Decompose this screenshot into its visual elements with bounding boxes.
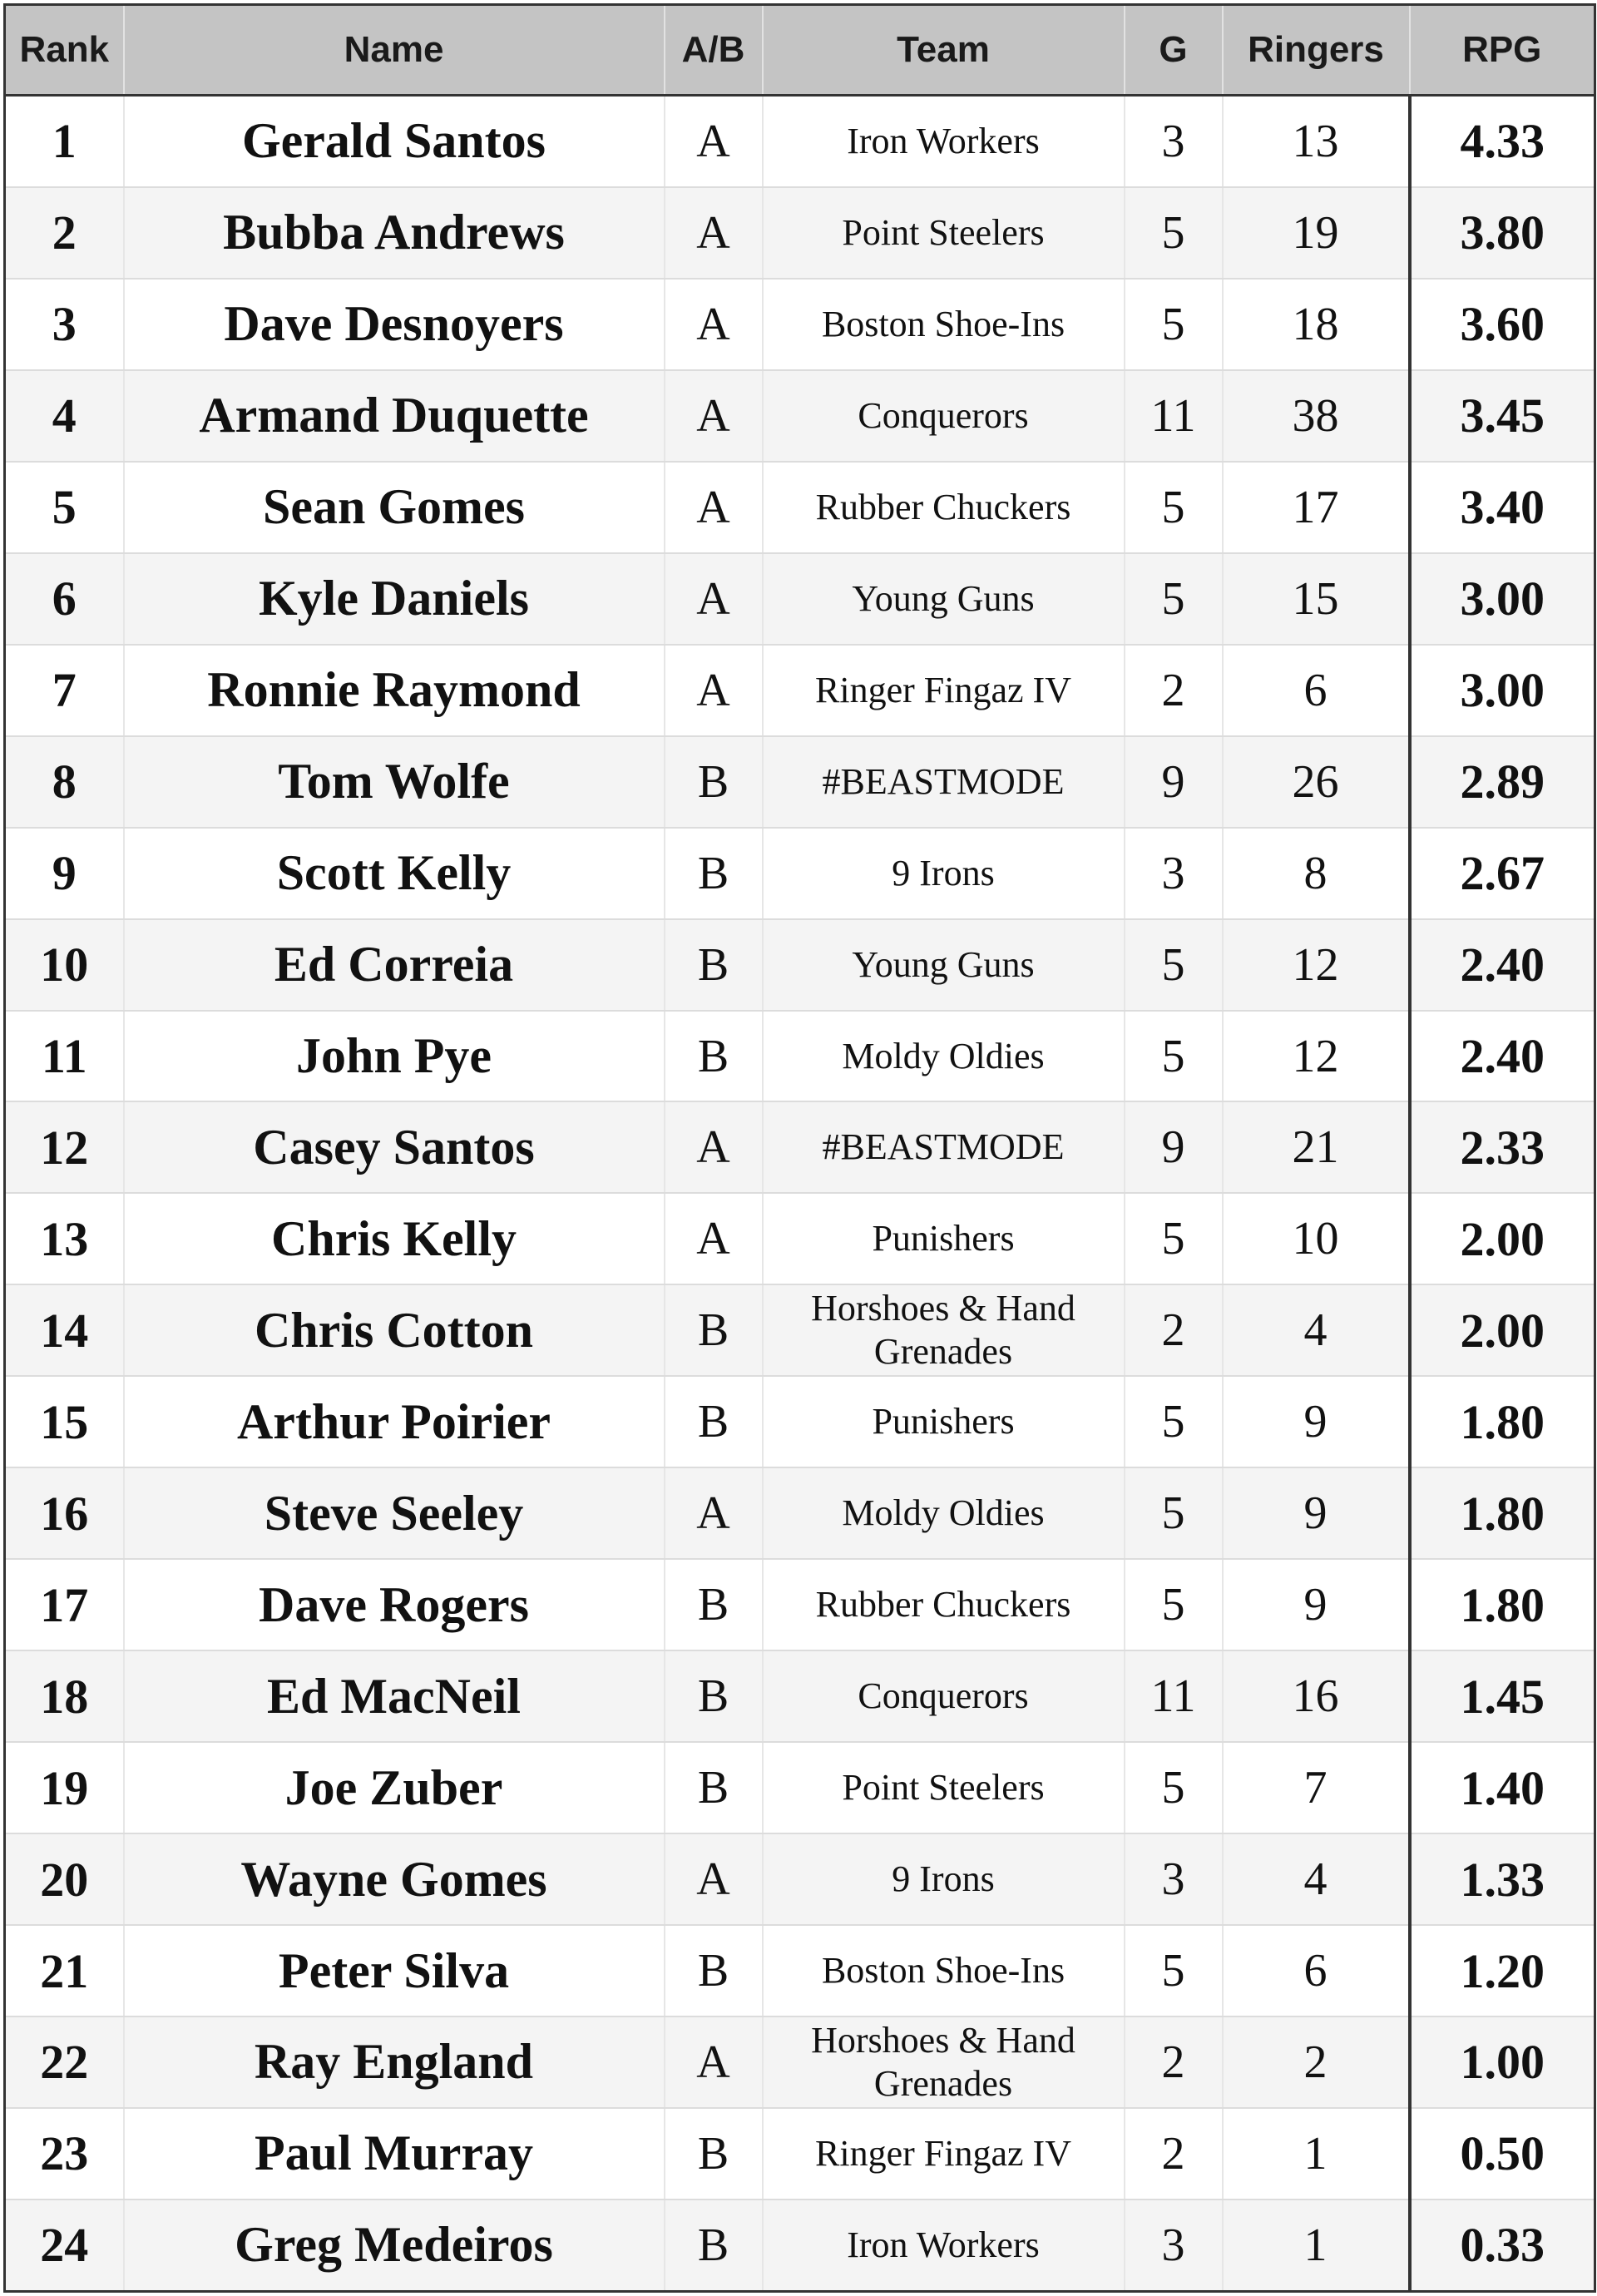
name-cell: Ed MacNeil [124, 1650, 665, 1742]
team-cell: #BEASTMODE [763, 1101, 1125, 1193]
name-cell: Paul Murray [124, 2108, 665, 2200]
name-cell: Armand Duquette [124, 370, 665, 462]
ringers-cell: 9 [1223, 1467, 1410, 1559]
name-cell: Kyle Daniels [124, 553, 665, 645]
table-row [5, 1011, 1595, 1102]
header-row [5, 5, 1595, 96]
rpg-cell: 1.20 [1410, 1925, 1595, 2016]
table-row [5, 1467, 1595, 1559]
ab-cell: A [665, 1193, 763, 1284]
table-body [5, 96, 1595, 2292]
rank-cell: 5 [5, 462, 124, 553]
ringers-cell: 12 [1223, 1011, 1410, 1102]
ringers-cell: 6 [1223, 1925, 1410, 2016]
ab-cell: A [665, 1833, 763, 1925]
ringers-cell: 38 [1223, 370, 1410, 462]
name-cell: Peter Silva [124, 1925, 665, 2016]
name-cell: Casey Santos [124, 1101, 665, 1193]
ringers-cell: 26 [1223, 736, 1410, 828]
rank-cell: 11 [5, 1011, 124, 1102]
rank-cell: 1 [5, 96, 124, 187]
table-row [5, 2108, 1595, 2200]
rpg-cell: 1.40 [1410, 1742, 1595, 1833]
ab-cell: B [665, 1559, 763, 1650]
ab-cell: A [665, 1101, 763, 1193]
ringers-cell: 17 [1223, 462, 1410, 553]
ab-cell: A [665, 2016, 763, 2108]
rank-cell: 12 [5, 1101, 124, 1193]
rpg-cell: 3.00 [1410, 645, 1595, 736]
team-cell: Iron Workers [763, 96, 1125, 187]
g-cell: 5 [1125, 919, 1223, 1011]
name-cell: Bubba Andrews [124, 187, 665, 279]
ringers-cell: 1 [1223, 2108, 1410, 2200]
table-row [5, 1833, 1595, 1925]
ab-cell: A [665, 645, 763, 736]
ringers-cell: 10 [1223, 1193, 1410, 1284]
g-cell: 11 [1125, 370, 1223, 462]
rank-cell: 9 [5, 828, 124, 919]
team-cell: Rubber Chuckers [763, 1559, 1125, 1650]
rank-cell: 15 [5, 1376, 124, 1467]
rpg-cell: 3.45 [1410, 370, 1595, 462]
ab-cell: B [665, 2200, 763, 2292]
rpg-cell: 3.80 [1410, 187, 1595, 279]
ab-cell: B [665, 1011, 763, 1102]
table-row [5, 1650, 1595, 1742]
g-cell: 5 [1125, 462, 1223, 553]
rpg-cell: 0.33 [1410, 2200, 1595, 2292]
rpg-cell: 2.40 [1410, 919, 1595, 1011]
name-cell: Tom Wolfe [124, 736, 665, 828]
ringers-cell: 12 [1223, 919, 1410, 1011]
rank-cell: 24 [5, 2200, 124, 2292]
table-row [5, 645, 1595, 736]
table-row [5, 553, 1595, 645]
ab-cell: A [665, 553, 763, 645]
name-cell: Chris Kelly [124, 1193, 665, 1284]
rank-cell: 4 [5, 370, 124, 462]
team-cell: Point Steelers [763, 187, 1125, 279]
g-cell: 5 [1125, 279, 1223, 370]
rank-cell: 16 [5, 1467, 124, 1559]
g-cell: 3 [1125, 1833, 1223, 1925]
team-cell: Ringer Fingaz IV [763, 2108, 1125, 2200]
table-row [5, 1559, 1595, 1650]
g-cell: 5 [1125, 1925, 1223, 2016]
rpg-cell: 1.33 [1410, 1833, 1595, 1925]
name-cell: Wayne Gomes [124, 1833, 665, 1925]
rank-cell: 18 [5, 1650, 124, 1742]
table-row [5, 1101, 1595, 1193]
ab-cell: A [665, 187, 763, 279]
ab-cell: A [665, 279, 763, 370]
column-header-rpg: RPG [1410, 5, 1595, 96]
ringers-cell: 19 [1223, 187, 1410, 279]
rank-cell: 8 [5, 736, 124, 828]
column-header-ringers: Ringers [1223, 5, 1410, 96]
team-cell: Young Guns [763, 553, 1125, 645]
ringers-cell: 9 [1223, 1559, 1410, 1650]
rpg-cell: 2.40 [1410, 1011, 1595, 1102]
ab-cell: A [665, 370, 763, 462]
team-cell: Young Guns [763, 919, 1125, 1011]
g-cell: 2 [1125, 2016, 1223, 2108]
name-cell: Chris Cotton [124, 1284, 665, 1376]
ringers-cell: 1 [1223, 2200, 1410, 2292]
ringers-cell: 13 [1223, 96, 1410, 187]
team-cell: Boston Shoe-Ins [763, 1925, 1125, 2016]
g-cell: 5 [1125, 1467, 1223, 1559]
rank-cell: 7 [5, 645, 124, 736]
column-header-team: Team [763, 5, 1125, 96]
g-cell: 2 [1125, 2108, 1223, 2200]
rpg-cell: 3.40 [1410, 462, 1595, 553]
team-cell: Punishers [763, 1376, 1125, 1467]
name-cell: Greg Medeiros [124, 2200, 665, 2292]
ringers-cell: 16 [1223, 1650, 1410, 1742]
g-cell: 5 [1125, 1559, 1223, 1650]
g-cell: 9 [1125, 736, 1223, 828]
ringers-cell: 4 [1223, 1833, 1410, 1925]
table-row [5, 279, 1595, 370]
team-cell: Ringer Fingaz IV [763, 645, 1125, 736]
ringers-cell: 6 [1223, 645, 1410, 736]
column-header-rank: Rank [5, 5, 124, 96]
rpg-cell: 2.89 [1410, 736, 1595, 828]
rank-cell: 10 [5, 919, 124, 1011]
team-cell: Horshoes & Hand Grenades [763, 1284, 1125, 1376]
ab-cell: B [665, 1925, 763, 2016]
table-row [5, 1284, 1595, 1376]
g-cell: 2 [1125, 1284, 1223, 1376]
table-row [5, 1376, 1595, 1467]
g-cell: 2 [1125, 645, 1223, 736]
name-cell: John Pye [124, 1011, 665, 1102]
name-cell: Gerald Santos [124, 96, 665, 187]
table-row [5, 828, 1595, 919]
ringers-cell: 7 [1223, 1742, 1410, 1833]
table-row [5, 96, 1595, 187]
ab-cell: A [665, 96, 763, 187]
column-header-g: G [1125, 5, 1223, 96]
rpg-cell: 1.80 [1410, 1559, 1595, 1650]
name-cell: Scott Kelly [124, 828, 665, 919]
column-header-ab: A/B [665, 5, 763, 96]
table-row [5, 2016, 1595, 2108]
ringers-cell: 21 [1223, 1101, 1410, 1193]
table-row [5, 187, 1595, 279]
rpg-cell: 2.67 [1410, 828, 1595, 919]
team-cell: Punishers [763, 1193, 1125, 1284]
table-row [5, 1925, 1595, 2016]
rpg-cell: 3.00 [1410, 553, 1595, 645]
rank-cell: 17 [5, 1559, 124, 1650]
table-row [5, 2200, 1595, 2292]
rank-cell: 13 [5, 1193, 124, 1284]
ab-cell: B [665, 828, 763, 919]
rpg-cell: 1.80 [1410, 1376, 1595, 1467]
ab-cell: B [665, 1650, 763, 1742]
ringers-cell: 15 [1223, 553, 1410, 645]
ringers-cell: 8 [1223, 828, 1410, 919]
team-cell: Horshoes & Hand Grenades [763, 2016, 1125, 2108]
team-cell: Moldy Oldies [763, 1011, 1125, 1102]
name-cell: Dave Desnoyers [124, 279, 665, 370]
g-cell: 5 [1125, 1376, 1223, 1467]
g-cell: 3 [1125, 96, 1223, 187]
ab-cell: B [665, 1376, 763, 1467]
ringers-cell: 4 [1223, 1284, 1410, 1376]
name-cell: Arthur Poirier [124, 1376, 665, 1467]
table-row [5, 1742, 1595, 1833]
team-cell: Iron Workers [763, 2200, 1125, 2292]
name-cell: Sean Gomes [124, 462, 665, 553]
g-cell: 5 [1125, 1011, 1223, 1102]
g-cell: 5 [1125, 1742, 1223, 1833]
standings-table [3, 3, 1596, 2293]
rpg-cell: 0.50 [1410, 2108, 1595, 2200]
name-cell: Steve Seeley [124, 1467, 665, 1559]
team-cell: Rubber Chuckers [763, 462, 1125, 553]
team-cell: Point Steelers [763, 1742, 1125, 1833]
rpg-cell: 2.00 [1410, 1284, 1595, 1376]
team-cell: #BEASTMODE [763, 736, 1125, 828]
ab-cell: B [665, 1284, 763, 1376]
table-row [5, 462, 1595, 553]
ringers-cell: 9 [1223, 1376, 1410, 1467]
g-cell: 5 [1125, 187, 1223, 279]
rpg-cell: 3.60 [1410, 279, 1595, 370]
team-cell: 9 Irons [763, 1833, 1125, 1925]
rpg-cell: 2.00 [1410, 1193, 1595, 1284]
ab-cell: B [665, 1742, 763, 1833]
ab-cell: B [665, 919, 763, 1011]
table-row [5, 736, 1595, 828]
ringers-cell: 2 [1223, 2016, 1410, 2108]
team-cell: Boston Shoe-Ins [763, 279, 1125, 370]
ab-cell: A [665, 1467, 763, 1559]
ab-cell: A [665, 462, 763, 553]
g-cell: 11 [1125, 1650, 1223, 1742]
team-cell: Conquerors [763, 370, 1125, 462]
rank-cell: 23 [5, 2108, 124, 2200]
ab-cell: B [665, 2108, 763, 2200]
g-cell: 3 [1125, 828, 1223, 919]
name-cell: Ray England [124, 2016, 665, 2108]
table-row [5, 919, 1595, 1011]
name-cell: Ed Correia [124, 919, 665, 1011]
name-cell: Joe Zuber [124, 1742, 665, 1833]
rank-cell: 2 [5, 187, 124, 279]
table-row [5, 1193, 1595, 1284]
g-cell: 9 [1125, 1101, 1223, 1193]
team-cell: 9 Irons [763, 828, 1125, 919]
rpg-cell: 2.33 [1410, 1101, 1595, 1193]
rpg-cell: 1.80 [1410, 1467, 1595, 1559]
rank-cell: 6 [5, 553, 124, 645]
name-cell: Dave Rogers [124, 1559, 665, 1650]
rank-cell: 14 [5, 1284, 124, 1376]
name-cell: Ronnie Raymond [124, 645, 665, 736]
rank-cell: 19 [5, 1742, 124, 1833]
team-cell: Moldy Oldies [763, 1467, 1125, 1559]
ab-cell: B [665, 736, 763, 828]
rank-cell: 21 [5, 1925, 124, 2016]
table-row [5, 370, 1595, 462]
rpg-cell: 1.45 [1410, 1650, 1595, 1742]
g-cell: 5 [1125, 1193, 1223, 1284]
rpg-cell: 1.00 [1410, 2016, 1595, 2108]
rank-cell: 20 [5, 1833, 124, 1925]
rank-cell: 22 [5, 2016, 124, 2108]
rank-cell: 3 [5, 279, 124, 370]
table-header [5, 5, 1595, 96]
team-cell: Conquerors [763, 1650, 1125, 1742]
ringers-cell: 18 [1223, 279, 1410, 370]
rpg-cell: 4.33 [1410, 96, 1595, 187]
g-cell: 3 [1125, 2200, 1223, 2292]
column-header-name: Name [124, 5, 665, 96]
g-cell: 5 [1125, 553, 1223, 645]
